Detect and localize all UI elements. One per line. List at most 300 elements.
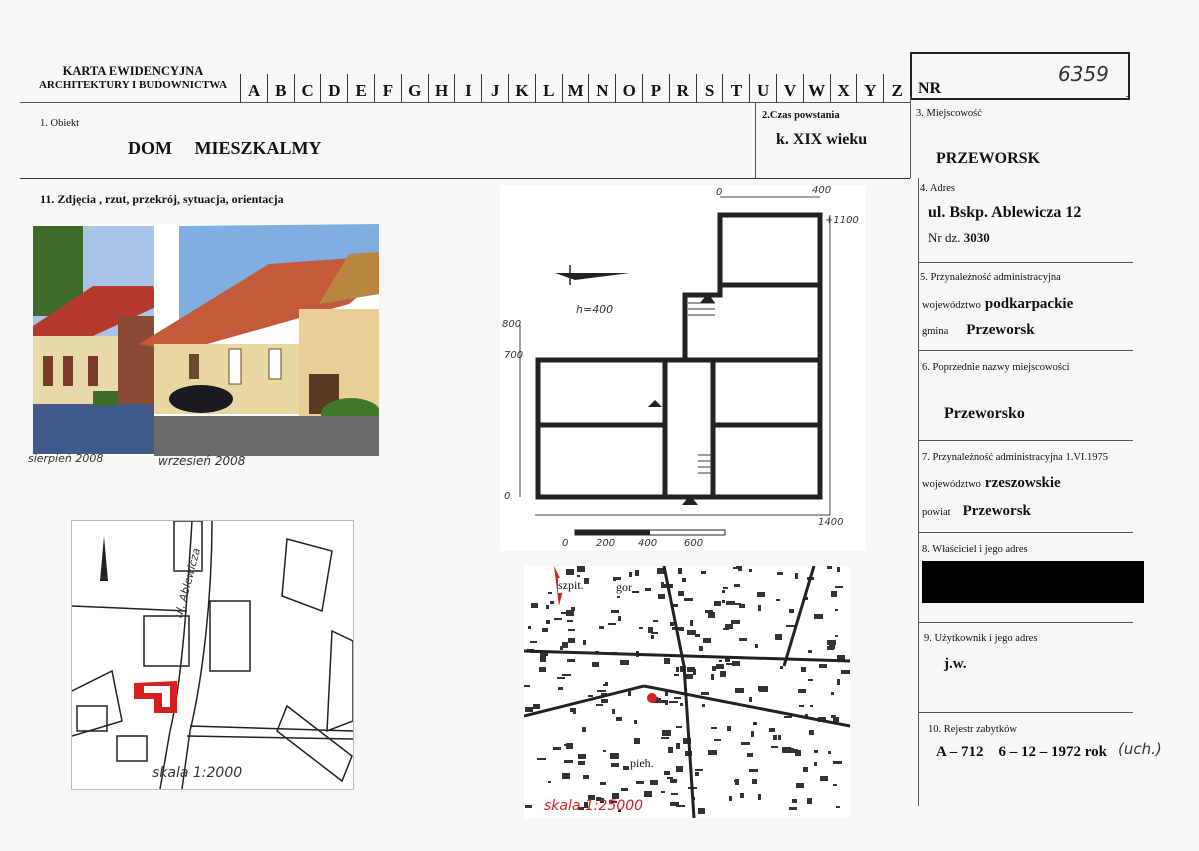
- topo-building: [749, 569, 752, 572]
- topo-building: [668, 747, 673, 753]
- topo-building: [757, 592, 765, 597]
- topo-building: [703, 638, 711, 643]
- topo-map: [524, 566, 850, 818]
- topo-building: [669, 701, 678, 703]
- topo-building: [525, 707, 533, 712]
- topo-building: [658, 594, 665, 599]
- topo-building: [723, 587, 728, 589]
- plan-scale-bottom-400: 400: [638, 538, 658, 549]
- topo-building: [722, 590, 725, 593]
- plan-scale-bottom-0: 0: [562, 538, 569, 549]
- letter-h: H: [428, 74, 455, 103]
- topo-building: [557, 677, 565, 679]
- topo-building: [796, 783, 804, 788]
- topo-building: [827, 640, 836, 645]
- topo-building: [524, 685, 530, 687]
- letter-j: J: [481, 74, 508, 103]
- topo-building: [530, 641, 537, 643]
- topo-building: [758, 686, 762, 691]
- rule-top-right: [1126, 96, 1128, 97]
- topo-building: [775, 634, 782, 640]
- topo-building: [803, 767, 808, 772]
- rule-adres-bottom: [918, 262, 1133, 263]
- woj1975-label: województwo: [922, 479, 981, 490]
- topo-building: [678, 591, 684, 596]
- topo-building: [550, 601, 554, 604]
- powiat-row: [922, 502, 1031, 520]
- topo-building: [582, 727, 586, 732]
- topo-building: [837, 679, 840, 685]
- topo-building: [639, 627, 643, 629]
- topo-building: [560, 646, 563, 650]
- topo-building: [671, 793, 678, 795]
- topo-building: [831, 715, 836, 718]
- rejestr-value: A – 712 6 – 12 – 1972 rok: [936, 744, 1107, 760]
- topo-building: [548, 592, 552, 594]
- adres-label: 4. Adres: [920, 183, 955, 194]
- topo-building: [698, 808, 705, 814]
- topo-building: [676, 667, 679, 672]
- topo-building: [831, 692, 834, 695]
- floor-plan: [500, 185, 865, 551]
- topo-building: [752, 779, 757, 784]
- topo-building: [592, 662, 599, 667]
- topo-building: [676, 743, 680, 749]
- letter-f: F: [374, 74, 401, 103]
- topo-building: [780, 666, 783, 669]
- section11-label: 11. Zdjęcia , rzut, przekrój, sytuacja, orientacja: [40, 192, 284, 206]
- wlasciciel-label: 8. Właściciel i jego adres: [922, 544, 1028, 555]
- topo-building: [679, 627, 684, 631]
- topo-building: [531, 603, 538, 608]
- topo-building: [662, 730, 671, 736]
- nr-dz: [928, 230, 990, 246]
- topo-building: [799, 705, 804, 707]
- topo-building: [568, 638, 575, 643]
- topo-building: [661, 791, 665, 793]
- nr-value: 6359: [1058, 62, 1109, 86]
- uzytkownik-value: j.w.: [944, 656, 967, 672]
- map2-label-gor: gor: [616, 580, 632, 594]
- topo-building: [714, 601, 721, 606]
- topo-building: [739, 638, 747, 641]
- topo-building: [735, 688, 744, 693]
- topo-building: [749, 769, 758, 772]
- rule-przyn-bottom: [918, 350, 1133, 351]
- plan-scale-top-0: 0: [716, 187, 723, 198]
- rule-wlasciciel-bottom: [918, 622, 1133, 623]
- gmina-value: Przeworsk: [966, 322, 1035, 338]
- topo-building: [525, 805, 532, 808]
- nr-label: NR: [918, 80, 942, 97]
- topo-building: [664, 658, 670, 664]
- topo-building: [814, 762, 817, 766]
- topo-building: [621, 788, 628, 791]
- topo-building: [776, 599, 780, 601]
- topo-building: [684, 598, 693, 601]
- topo-building: [618, 616, 621, 621]
- topo-building: [564, 744, 572, 746]
- topo-building: [711, 727, 717, 729]
- topo-building: [833, 784, 837, 786]
- topo-building: [701, 692, 709, 695]
- topo-building: [597, 690, 606, 692]
- topo-building: [611, 763, 619, 767]
- letter-t: T: [722, 74, 749, 103]
- letter-w: W: [803, 74, 830, 103]
- topo-building: [539, 667, 546, 672]
- topo-building: [714, 739, 721, 741]
- topo-building: [695, 634, 700, 637]
- topo-building: [664, 771, 670, 775]
- topo-building: [583, 775, 589, 779]
- obiekt-label: 1. Obiekt: [40, 118, 80, 129]
- topo-building: [578, 754, 586, 759]
- topo-building: [808, 650, 812, 653]
- topo-building: [814, 614, 823, 619]
- topo-building: [670, 622, 674, 626]
- topo-building: [735, 779, 739, 785]
- topo-building: [726, 601, 735, 605]
- przyn1975-label: 7. Przynależność administracyjna 1.VI.1975: [922, 452, 1109, 463]
- letter-s: S: [696, 74, 723, 103]
- letter-x: X: [830, 74, 857, 103]
- topo-building: [540, 656, 546, 662]
- plan-dim-800: 800: [502, 319, 522, 330]
- topo-building: [596, 704, 603, 706]
- topo-building: [719, 660, 722, 662]
- miejscowosc-value: PRZEWORSK: [936, 150, 1041, 167]
- plan-scale-bottom-200: 200: [596, 538, 616, 549]
- topo-building: [792, 799, 797, 803]
- house-photo-2: [119, 224, 379, 456]
- topo-building: [733, 567, 736, 569]
- topo-building: [558, 687, 563, 690]
- topo-building: [561, 612, 566, 614]
- topo-building: [634, 738, 640, 744]
- topo-building: [751, 731, 754, 737]
- topo-building: [695, 769, 703, 771]
- topo-building: [789, 609, 794, 613]
- topo-building: [722, 600, 725, 603]
- topo-building: [583, 640, 586, 645]
- map2-scale: skala 1:25000: [544, 798, 644, 814]
- letter-p: P: [642, 74, 669, 103]
- topo-building: [661, 582, 664, 588]
- topo-building: [600, 782, 606, 785]
- letter-b: B: [267, 74, 294, 103]
- topo-building: [670, 802, 679, 806]
- wlasciciel-redaction: [922, 561, 1144, 603]
- topo-building: [648, 627, 653, 633]
- topo-building: [632, 591, 639, 593]
- letter-d: D: [320, 74, 347, 103]
- topo-building: [731, 620, 740, 624]
- topo-building: [577, 566, 585, 572]
- card-title-line2: ARCHITEKTURY I BUDOWNICTWA: [38, 79, 228, 91]
- topo-building: [610, 753, 619, 759]
- topo-building: [734, 584, 740, 587]
- topo-building: [674, 674, 679, 676]
- topo-building: [808, 679, 813, 681]
- letter-g: G: [401, 74, 428, 103]
- topo-building: [612, 709, 615, 714]
- map2-label-pieh: pieh.: [630, 756, 654, 770]
- topo-building: [564, 760, 573, 763]
- topo-building: [801, 667, 806, 672]
- topo-building: [674, 697, 681, 699]
- topo-building: [835, 635, 838, 637]
- topo-building: [836, 806, 840, 808]
- topo-building: [695, 772, 699, 776]
- letter-c: C: [294, 74, 321, 103]
- topo-building: [658, 700, 665, 703]
- topo-building: [635, 570, 639, 576]
- topo-building: [628, 691, 631, 696]
- nr-box: [910, 52, 1130, 100]
- topo-building: [657, 568, 664, 574]
- rule-czas-left: [755, 102, 756, 178]
- topo-building: [819, 664, 827, 668]
- plan-h: h=400: [576, 303, 614, 316]
- rejestr-note: (uch.): [1118, 740, 1162, 758]
- obiekt-value: DOM MIESZKALMY: [128, 138, 322, 158]
- nr-dz-label: Nr dz.: [928, 230, 961, 245]
- woj1975-row: [922, 474, 1061, 492]
- plan-dim-0: 0: [504, 491, 511, 502]
- topo-building: [676, 726, 682, 728]
- topo-building: [573, 712, 576, 714]
- topo-building: [562, 773, 570, 779]
- topo-building: [758, 605, 761, 611]
- topo-building: [784, 716, 790, 718]
- topo-building: [553, 747, 561, 750]
- map1-scale: skala 1:2000: [152, 765, 243, 781]
- uzytkownik-label: 9. Użytkownik i jego adres: [924, 633, 1038, 644]
- topo-building: [629, 572, 632, 577]
- topo-building: [678, 568, 682, 574]
- czas-value: k. XIX wieku: [776, 131, 868, 148]
- topo-building: [828, 751, 831, 754]
- topo-building: [542, 628, 548, 632]
- topo-building: [670, 779, 677, 783]
- topo-building: [705, 610, 713, 613]
- topo-building: [771, 746, 778, 748]
- letter-v: V: [776, 74, 803, 103]
- topo-building: [601, 699, 608, 703]
- topo-building: [835, 609, 838, 611]
- topo-building: [676, 766, 683, 772]
- topo-building: [755, 644, 758, 648]
- topo-building: [657, 698, 661, 700]
- topo-building: [599, 626, 604, 629]
- nr-dz-value: 3030: [963, 230, 990, 245]
- plan-scale-bottom-600: 600: [684, 538, 704, 549]
- topo-building: [567, 659, 575, 662]
- topo-building: [741, 742, 750, 745]
- photo2-caption: wrzesień 2008: [158, 454, 246, 468]
- topo-building: [841, 670, 850, 674]
- woj-row: [922, 295, 1073, 313]
- letter-o: O: [615, 74, 642, 103]
- topo-building: [820, 776, 828, 781]
- topo-building: [753, 722, 757, 725]
- topo-building: [708, 750, 717, 755]
- topo-building: [605, 682, 608, 686]
- letter-e: E: [347, 74, 374, 103]
- topo-building: [566, 569, 574, 575]
- czas-label: 2.Czas powstania: [762, 110, 840, 121]
- map1-street: ul. Ablewicza: [172, 546, 204, 620]
- topo-building: [837, 567, 840, 572]
- topo-building: [789, 807, 797, 810]
- plan-dim-1400: 1400: [818, 517, 844, 528]
- rule-uzytkownik-bottom: [918, 712, 1133, 713]
- topo-building: [809, 730, 814, 735]
- letter-i: I: [454, 74, 481, 103]
- topo-building: [528, 626, 531, 629]
- poprz-label: 6. Poprzednie nazwy miejscowości: [922, 362, 1070, 373]
- gmina-row: [922, 321, 1035, 339]
- topo-building: [831, 591, 837, 597]
- letter-k: K: [508, 74, 535, 103]
- topo-building: [740, 793, 744, 798]
- topo-building: [548, 781, 551, 783]
- powiat-value: Przeworsk: [962, 503, 1031, 519]
- topo-building: [651, 635, 654, 639]
- topo-building: [667, 777, 673, 779]
- topo-building: [739, 604, 745, 608]
- topo-building: [554, 618, 562, 620]
- plan-scale-top-400: 400: [812, 185, 832, 196]
- topo-building: [827, 566, 832, 569]
- topo-building: [699, 646, 703, 651]
- topo-building: [727, 726, 731, 731]
- site-map: [71, 520, 354, 790]
- letter-y: Y: [856, 74, 883, 103]
- letter-u: U: [749, 74, 776, 103]
- topo-building: [650, 780, 658, 785]
- topo-building: [544, 653, 548, 656]
- adres-value: ul. Bskp. Ablewicza 12: [928, 204, 1082, 221]
- rule-poprz-bottom: [918, 440, 1133, 441]
- topo-building: [769, 728, 775, 732]
- topo-building: [608, 623, 616, 625]
- topo-building: [716, 664, 724, 669]
- topo-building: [687, 630, 696, 635]
- topo-building: [747, 753, 753, 757]
- letter-m: M: [562, 74, 589, 103]
- rejestr-label: 10. Rejestr zabytków: [928, 724, 1017, 735]
- topo-building: [814, 750, 818, 753]
- topo-building: [546, 605, 549, 609]
- topo-building: [749, 697, 752, 702]
- topo-building: [738, 566, 742, 571]
- topo-building: [636, 781, 644, 784]
- topo-building: [795, 573, 798, 579]
- rule-right-column: [910, 96, 911, 178]
- topo-building: [634, 720, 637, 724]
- poprz-value: Przeworsko: [944, 405, 1025, 422]
- topo-building: [720, 671, 726, 677]
- topo-building: [653, 620, 658, 622]
- rule-obiekt-bottom: [20, 178, 910, 179]
- przyn-label: 5. Przynależność administracyjna: [920, 272, 1061, 283]
- rule-przyn1975-bottom: [918, 532, 1133, 533]
- topo-building: [807, 798, 812, 804]
- topo-building: [773, 735, 777, 740]
- topo-building: [786, 625, 795, 627]
- topo-building: [562, 674, 571, 676]
- topo-building: [546, 620, 550, 624]
- woj1975-value: rzeszowskie: [984, 475, 1061, 491]
- topo-building: [620, 660, 629, 665]
- topo-building: [732, 661, 740, 666]
- topo-building: [829, 645, 835, 649]
- topo-building: [795, 750, 801, 756]
- map2-label-szpit: szpit.: [558, 578, 584, 592]
- topo-building: [588, 695, 593, 697]
- woj-label: województwo: [922, 300, 981, 311]
- card-title: [28, 64, 238, 92]
- topo-building: [712, 666, 716, 671]
- topo-building: [788, 748, 794, 752]
- photo-collage: [33, 224, 379, 456]
- letter-r: R: [669, 74, 696, 103]
- letter-n: N: [588, 74, 615, 103]
- topo-building: [533, 704, 540, 709]
- topo-building: [690, 620, 693, 626]
- topo-building: [623, 766, 629, 770]
- topo-building: [645, 588, 651, 591]
- topo-building: [723, 628, 729, 630]
- topo-building: [798, 689, 806, 693]
- topo-building: [617, 596, 620, 598]
- topo-building: [810, 705, 813, 707]
- letter-a: A: [240, 74, 267, 103]
- rule-header-bottom: [20, 102, 910, 103]
- powiat-label: powiat: [922, 507, 951, 518]
- topo-building: [711, 674, 714, 680]
- topo-building: [702, 704, 705, 707]
- topo-building: [661, 737, 669, 739]
- topo-building: [693, 669, 696, 675]
- topo-building: [611, 610, 619, 613]
- topo-building: [778, 735, 781, 740]
- woj-value: podkarpackie: [984, 296, 1074, 312]
- topo-building: [567, 620, 573, 622]
- gmina-label: gmina: [922, 326, 949, 337]
- plan-dim-1100: +1100: [825, 215, 859, 226]
- topo-building: [665, 700, 668, 705]
- topo-building: [680, 703, 683, 706]
- topo-building: [616, 717, 622, 721]
- plan-dim-700: 700: [504, 350, 524, 361]
- topo-building: [537, 758, 546, 760]
- topo-building: [578, 761, 585, 765]
- topo-building: [701, 571, 706, 574]
- topo-building: [729, 796, 732, 801]
- miejscowosc-label: 3. Miejscowość: [916, 108, 982, 119]
- topo-building: [833, 761, 842, 764]
- topo-building: [644, 791, 652, 797]
- topo-building: [570, 708, 576, 712]
- topo-building: [835, 586, 843, 588]
- letter-l: L: [535, 74, 562, 103]
- topo-building: [568, 629, 575, 631]
- topo-building: [777, 572, 783, 575]
- topo-building: [758, 794, 761, 800]
